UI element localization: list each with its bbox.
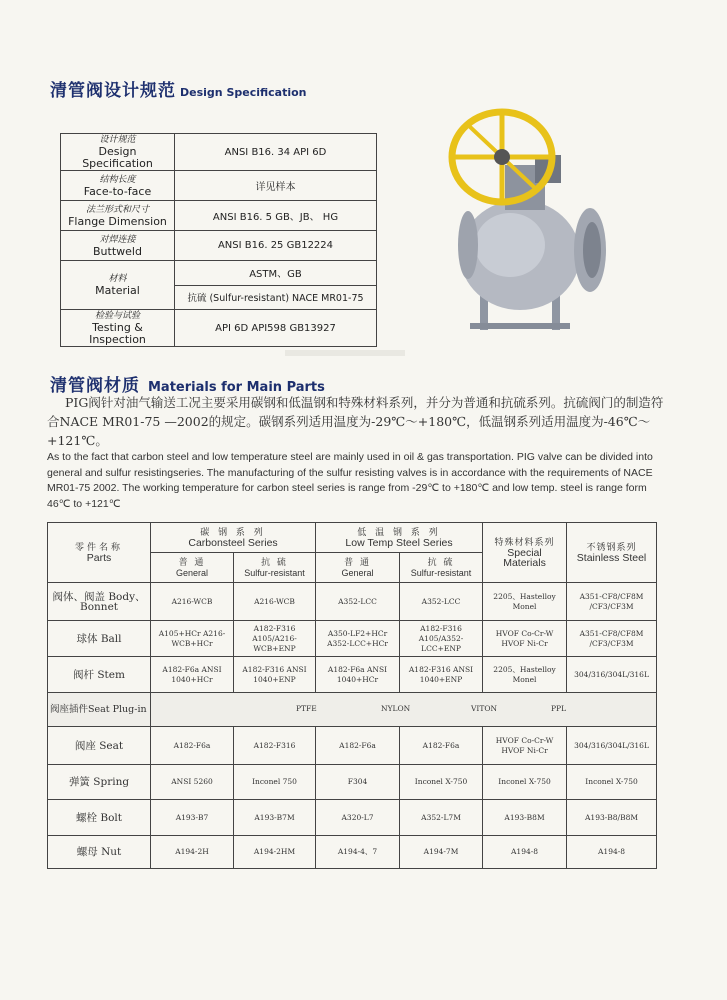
- seat-material: NYLON: [381, 704, 411, 713]
- table-row: [48, 727, 657, 765]
- cell-carbon-sulfur: A182-F316 A105/A216-WCB+ENP: [234, 621, 316, 657]
- cell-stainless: A351-CF8/CF8M /CF3/CF3M: [567, 583, 657, 621]
- header-carbon: 碳 钢 系 列 Carbonsteel Series: [151, 523, 316, 553]
- table-row: [48, 765, 657, 800]
- cell-lowtemp-sulfur: A194-7M: [400, 836, 483, 869]
- cell-special: A193-B8M: [483, 800, 567, 836]
- spec-row: [61, 261, 377, 286]
- cell-lowtemp-sulfur: Inconel X-750: [400, 765, 483, 800]
- cell-carbon-general: A182-F6a ANSI 1040+HCr: [151, 657, 234, 693]
- subheader-general: 普 通 General: [316, 553, 400, 583]
- spec-label: 检验与试验 Testing & Inspection: [61, 310, 175, 347]
- part-name: 阀杆 Stem: [48, 657, 151, 693]
- spec-value: 详见样本: [175, 171, 377, 201]
- spec-row: [61, 171, 377, 201]
- table-row: [48, 657, 657, 693]
- spec-value: ANSI B16. 34 API 6D: [175, 134, 377, 171]
- table-row-seat-plugin: [48, 693, 657, 727]
- cell-lowtemp-general: A352-LCC: [316, 583, 400, 621]
- cell-lowtemp-sulfur: A352-LCC: [400, 583, 483, 621]
- table-row: [48, 621, 657, 657]
- ball-valve-image: [440, 95, 620, 335]
- cell-stainless: Inconel X-750: [567, 765, 657, 800]
- table-row: [48, 583, 657, 621]
- cell-lowtemp-sulfur: A182-F316 A105/A352-LCC+ENP: [400, 621, 483, 657]
- cell-carbon-sulfur: A182-F316 ANSI 1040+ENP: [234, 657, 316, 693]
- spec-label: 结构长度 Face-to-face: [61, 171, 175, 201]
- cell-special: HVOF Co-Cr-W HVOF Ni-Cr: [483, 621, 567, 657]
- spec-label: 设计规范 Design Specification: [61, 134, 175, 171]
- spec-value: 抗硫 (Sulfur-resistant) NACE MR01-75: [175, 285, 377, 310]
- header-lowtemp: 低 温 钢 系 列 Low Temp Steel Series: [316, 523, 483, 553]
- subheader-sulfur: 抗 硫 Sulfur-resistant: [234, 553, 316, 583]
- cell-stainless: 304/316/304L/316L: [567, 657, 657, 693]
- spec-label: 材料 Material: [61, 261, 175, 310]
- cell-lowtemp-sulfur: A182-F6a: [400, 727, 483, 765]
- cell-special: A194-8: [483, 836, 567, 869]
- spec-row: [61, 310, 377, 347]
- cell-carbon-general: A105+HCr A216-WCB+HCr: [151, 621, 234, 657]
- cell-lowtemp-sulfur: A352-L7M: [400, 800, 483, 836]
- cell-special: Inconel X-750: [483, 765, 567, 800]
- design-spec-title: [50, 76, 307, 101]
- cell-stainless: A193-B8/B8M: [567, 800, 657, 836]
- spec-value: ANSI B16. 5 GB、JB、 HG: [175, 201, 377, 231]
- spec-label: 法兰形式和尺寸 Flange Dimension: [61, 201, 175, 231]
- part-name: 阀体、阀盖 Body、Bonnet: [48, 583, 151, 621]
- seat-material: PPL: [551, 704, 567, 713]
- cell-stainless: A351-CF8/CF8M /CF3/CF3M: [567, 621, 657, 657]
- materials-title-en: Materials for Main Parts: [148, 380, 325, 395]
- subheader-sulfur: 抗 硫 Sulfur-resistant: [400, 553, 483, 583]
- table-row: [48, 800, 657, 836]
- cell-carbon-general: A182-F6a: [151, 727, 234, 765]
- cell-carbon-sulfur: A182-F316: [234, 727, 316, 765]
- spec-row: [61, 201, 377, 231]
- cell-lowtemp-general: A182-F6a: [316, 727, 400, 765]
- part-name: 球体 Ball: [48, 621, 151, 657]
- spec-row: [61, 231, 377, 261]
- materials-description-en: As to the fact that carbon steel and low temperature steel are mainly used in oil & gas transportation. PIG valve can be divided into general and sulfur resistingseries. The manufacturing of the sulfur resisting valves is in accordance with the requirements of NACE MR01-75 2002. The working temperature for carbon steel series is range from -29℃ to +180℃ and low temp. steel is range form 46℃ to +121℃: [47, 451, 653, 510]
- cell-special: 2205、Hastelloy Monel: [483, 583, 567, 621]
- cell-lowtemp-general: A182-F6a ANSI 1040+HCr: [316, 657, 400, 693]
- cell-lowtemp-general: A320-L7: [316, 800, 400, 836]
- design-spec-table: [60, 133, 377, 347]
- materials-title-cn: 清管阀材质: [50, 376, 140, 396]
- subheader-general: 普 通 General: [151, 553, 234, 583]
- cell-carbon-sulfur: A194-2HM: [234, 836, 316, 869]
- cell-lowtemp-general: A194-4、7: [316, 836, 400, 869]
- cell-stainless: A194-8: [567, 836, 657, 869]
- part-name: 阀座插件Seat Plug-in: [48, 693, 151, 727]
- cell-seat-plugin: [151, 693, 657, 727]
- header-stainless: 不锈钢系列 Stainless Steel: [567, 523, 657, 583]
- header-row: [48, 523, 657, 553]
- spec-label: 对焊连接 Buttweld: [61, 231, 175, 261]
- part-name: 阀座 Seat: [48, 727, 151, 765]
- cell-carbon-general: A193-B7: [151, 800, 234, 836]
- cell-lowtemp-sulfur: A182-F316 ANSI 1040+ENP: [400, 657, 483, 693]
- header-special: 特殊材料系列 Special Materials: [483, 523, 567, 583]
- spec-row: [61, 134, 377, 171]
- cell-special: 2205、Hastelloy Monel: [483, 657, 567, 693]
- cell-carbon-general: ANSI 5260: [151, 765, 234, 800]
- design-spec-title-en: Design Specification: [180, 86, 307, 99]
- cell-carbon-sulfur: A216-WCB: [234, 583, 316, 621]
- cell-carbon-sulfur: Inconel 750: [234, 765, 316, 800]
- table-row: [48, 836, 657, 869]
- cell-carbon-general: A194-2H: [151, 836, 234, 869]
- part-name: 弹簧 Spring: [48, 765, 151, 800]
- spec-value: API 6D API598 GB13927: [175, 310, 377, 347]
- materials-description-cn: PIG阀针对油气输送工况主要采用碳钢和低温钢和特殊材料系列，并分为普通和抗硫系列。抗硫阀门的制造符合NACE MR01-75 —2002的规定。碳钢系列适用温度为-29℃～+180℃，低温钢系列适用温度为-46℃～+121℃。: [47, 395, 664, 448]
- cell-stainless: 304/316/304L/316L: [567, 727, 657, 765]
- cell-carbon-sulfur: A193-B7M: [234, 800, 316, 836]
- cell-special: HVOF Co-Cr-W HVOF Ni-Cr: [483, 727, 567, 765]
- spec-value: ASTM、GB: [175, 261, 377, 286]
- cell-lowtemp-general: F304: [316, 765, 400, 800]
- design-spec-title-cn: 清管阀设计规范: [50, 81, 176, 101]
- seat-material: PTFE: [296, 704, 317, 713]
- seat-material: VITON: [471, 704, 498, 713]
- cell-carbon-general: A216-WCB: [151, 583, 234, 621]
- part-name: 螺母 Nut: [48, 836, 151, 869]
- materials-table: [47, 522, 657, 869]
- header-parts: 零件名称 Parts: [48, 523, 151, 583]
- cell-lowtemp-general: A350-LF2+HCr A352-LCC+HCr: [316, 621, 400, 657]
- spec-value: ANSI B16. 25 GB12224: [175, 231, 377, 261]
- part-name: 螺栓 Bolt: [48, 800, 151, 836]
